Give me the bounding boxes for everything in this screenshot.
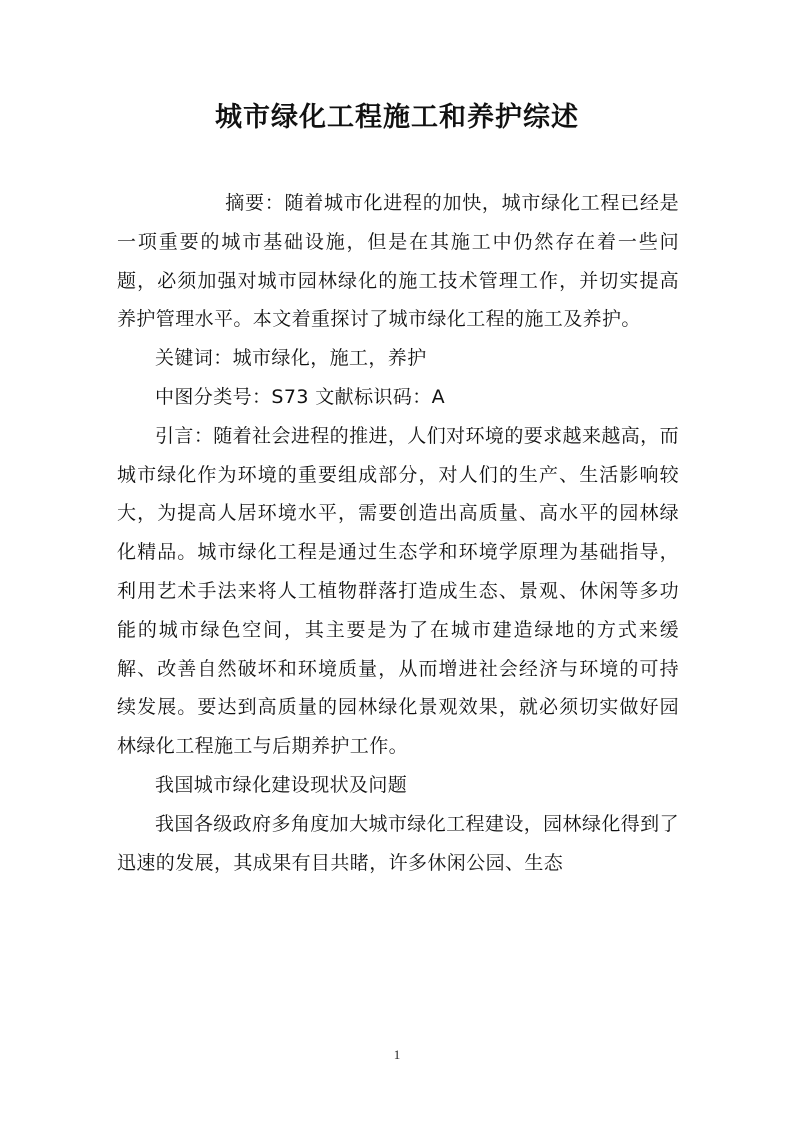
keywords-line: 关键词：城市绿化，施工，养护 [155, 347, 427, 370]
introduction-paragraph: 引言：随着社会进程的推进，人们对环境的要求越来越高，而城市绿化作为环境的重要组成部分，对人们的生产、生活影响较大，为提高人居环境水平，需要创造出高质量、高水平的园林绿化精品。城市绿化工程是通过生态学和环境学原理为基础指导，利用艺术手法来将人工植物群落打造成生态、景观、休闲等多功能的城市绿色空间，其主要是为了在城市建造绿地的方式来缓解、改善自然破坏和环境质量，从而增进社会经济与环境的可持续发展。要达到高质量的园林绿化景观效果，就必须切实做好园林绿化工程施工与后期养护工作。 [117, 424, 679, 758]
section-paragraph: 我国各级政府多角度加大城市绿化工程建设，园林绿化得到了迅速的发展，其成果有目共睹，许多休闲公园、生态 [117, 812, 679, 874]
section-heading: 我国城市绿化建设现状及问题 [155, 773, 408, 796]
abstract-paragraph: 摘要：随着城市化进程的加快，城市绿化工程已经是一项重要的城市基础设施，但是在其施工中仍然存在着一些问题，必须加强对城市园林绿化的施工技术管理工作，并切实提高养护管理水平。本文着重探讨了城市绿化工程的施工及养护。 [117, 192, 679, 331]
document-body [117, 184, 679, 882]
classification-line: 中图分类号：S73 文献标识码：A [155, 385, 446, 408]
page-number: 1 [393, 1047, 401, 1062]
document-title: 城市绿化工程施工和养护综述 [215, 102, 579, 133]
